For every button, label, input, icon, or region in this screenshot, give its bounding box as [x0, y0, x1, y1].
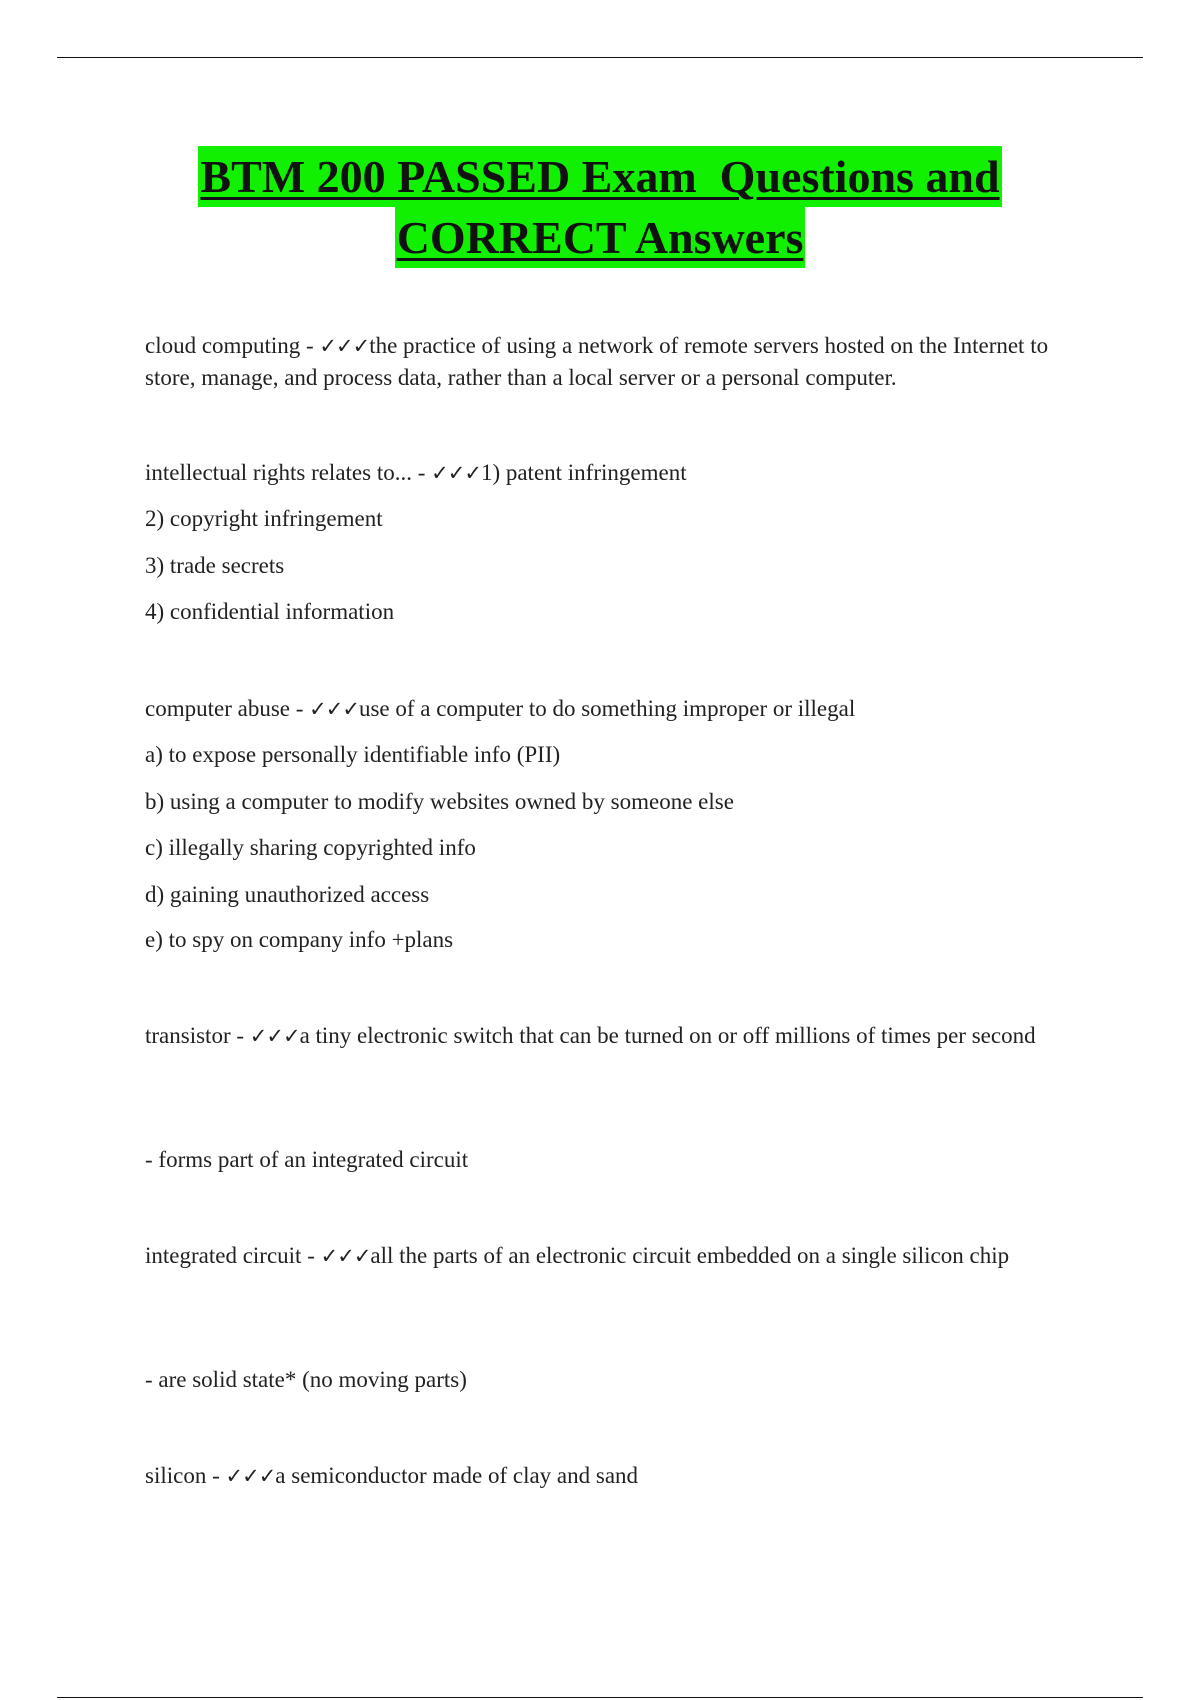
term: transistor - [145, 1023, 250, 1048]
list-item: 2) copyright infringement [145, 506, 383, 531]
list-item: b) using a computer to modify websites owned by someone else [145, 789, 734, 814]
list-item: 4) confidential information [145, 599, 395, 624]
answer: 1) patent infringement [480, 460, 687, 485]
checkmarks-icon: ✓✓✓ [249, 1024, 300, 1048]
answer: use of a computer to do something improper or illegal [358, 696, 856, 721]
entry-silicon [145, 1460, 1065, 1492]
entry-cloud-computing [145, 330, 1065, 393]
list-item: 3) trade secrets [145, 553, 285, 578]
bottom-rule [57, 1697, 1143, 1698]
title-line-1: BTM 200 PASSED Exam Questions and [198, 146, 1001, 207]
term: silicon - [145, 1463, 226, 1488]
checkmarks-icon: ✓✓✓ [431, 461, 481, 485]
checkmarks-icon: ✓✓✓ [225, 1464, 276, 1488]
answer: a semiconductor made of clay and sand [275, 1463, 639, 1488]
list-item: a) to expose personally identifiable info (PII) [145, 742, 561, 767]
answer: all the parts of an electronic circuit embedded on a single silicon chip [370, 1243, 1010, 1268]
entry-integrated-circuit [145, 1240, 1065, 1272]
entry-transistor [145, 1020, 1065, 1052]
title-line-2: CORRECT Answers [395, 207, 806, 268]
term: computer abuse - [145, 696, 310, 721]
checkmarks-icon: ✓✓✓ [319, 334, 370, 358]
answer: the practice of using a network of remote servers hosted on the Internet to store, manage, and process data, rather than a local server or a personal computer. [145, 333, 1049, 390]
term: cloud computing - [145, 333, 320, 358]
list-item: - are solid state* (no moving parts) [145, 1367, 467, 1392]
list-item: c) illegally sharing copyrighted info [145, 835, 476, 860]
term: intellectual rights relates to... - [145, 460, 432, 485]
entry-intellectual-rights [145, 457, 1065, 489]
top-rule [57, 57, 1143, 58]
checkmarks-icon: ✓✓✓ [320, 1244, 371, 1268]
entry-computer-abuse [145, 693, 1065, 725]
checkmarks-icon: ✓✓✓ [309, 697, 359, 721]
list-item: - forms part of an integrated circuit [145, 1147, 469, 1172]
document-title [0, 146, 1200, 268]
answer: a tiny electronic switch that can be turned on or off millions of times per second [299, 1023, 1036, 1048]
list-item: e) to spy on company info +plans [145, 927, 454, 952]
list-item: d) gaining unauthorized access [145, 882, 430, 907]
term: integrated circuit - [145, 1243, 321, 1268]
